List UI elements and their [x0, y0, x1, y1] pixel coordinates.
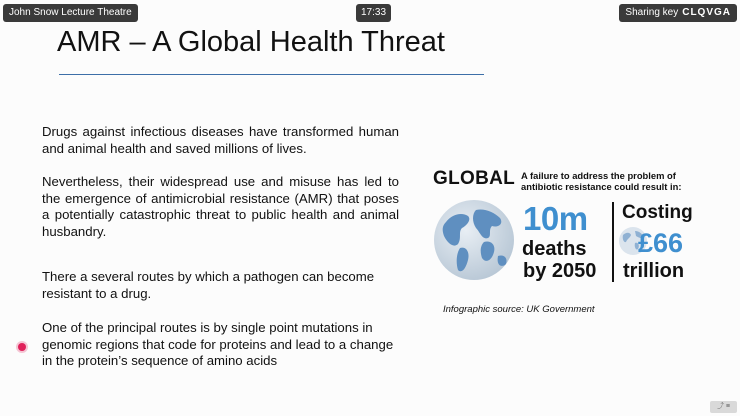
slide-paragraph-1: Drugs against infectious diseases have transformed human and animal health and saved millions of lives.: [42, 124, 399, 156]
slide-paragraph-4: One of the principal routes is by single point mutations in genomic regions that code for proteins and lead to a change in the protein’s sequence of amino acids: [42, 320, 394, 368]
amr-infographic: [430, 168, 710, 290]
clock-badge: 17:33: [356, 4, 391, 22]
deaths-label: deaths: [522, 238, 587, 260]
slide-paragraph-2: Nevertheless, their widespread use and misuse has led to the emergence of antimicrobial resistance (AMR) that poses a potentially catastrophic threat to public health and animal husbandry.: [42, 174, 399, 239]
costing-label: Costing: [622, 202, 693, 223]
sharing-key-badge[interactable]: [619, 4, 737, 22]
title-underline: [59, 74, 484, 75]
room-name-badge: John Snow Lecture Theatre: [3, 4, 138, 22]
deaths-value: 10m: [523, 200, 588, 237]
infographic-divider: [612, 202, 614, 282]
laser-pointer: [18, 343, 26, 351]
sharing-key-code: CLQVGA: [682, 7, 731, 18]
infographic-source: Infographic source: UK Government: [443, 304, 595, 315]
cost-unit: trillion: [623, 260, 685, 282]
globe-icon: [432, 198, 516, 282]
sharing-key-label: Sharing key: [625, 7, 679, 18]
slide-paragraph-3: There a several routes by which a pathogen can become resistant to a drug.: [42, 269, 375, 301]
infographic-heading: GLOBAL: [433, 168, 516, 189]
cost-value: £66: [638, 228, 684, 258]
deaths-year: by 2050: [523, 260, 597, 282]
slide-title: AMR – A Global Health Threat: [57, 26, 445, 58]
viewer-controls-button[interactable]: ⤴ ≡: [710, 401, 737, 413]
infographic-subheading: A failure to address the problem of antibiotic resistance could result in:: [521, 170, 682, 192]
